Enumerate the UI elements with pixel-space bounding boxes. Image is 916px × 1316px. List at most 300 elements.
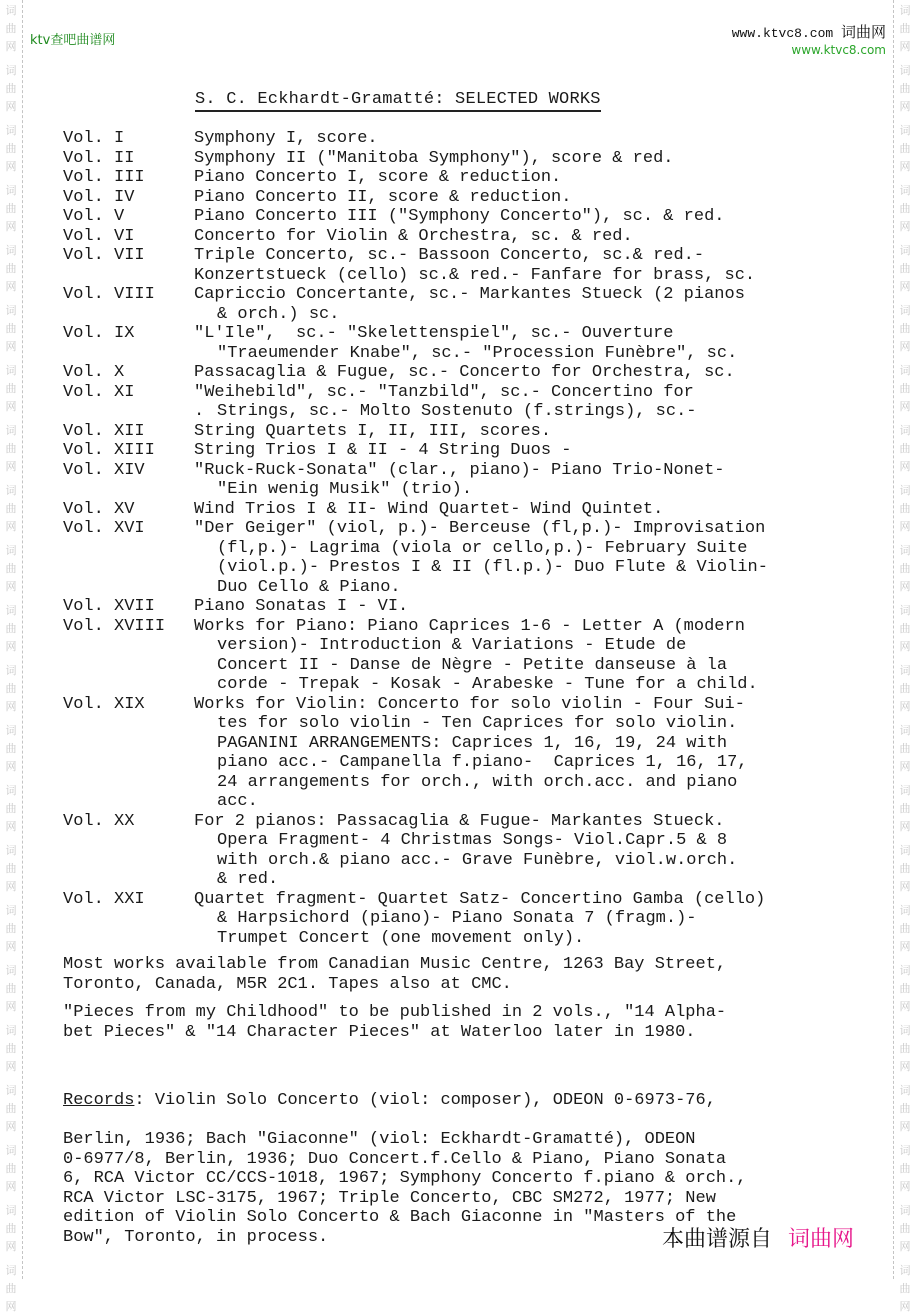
side-watermark-group <box>6 962 17 1016</box>
side-watermark-char: 曲 <box>899 202 911 215</box>
volume-entry <box>63 285 863 324</box>
description-line: Opera Fragment- 4 Christmas Songs- Viol.Capr.5 & 8 <box>217 831 728 850</box>
description-line: Piano Sonatas I - VI. <box>194 597 409 616</box>
side-watermark-char: 曲 <box>5 262 17 275</box>
side-watermark-char: 曲 <box>5 502 17 515</box>
description-line: Symphony I, score. <box>194 129 378 148</box>
side-watermark-char: 曲 <box>5 442 17 455</box>
description-line: Piano Concerto II, score & reduction. <box>194 187 572 207</box>
page-title: S. C. Eckhardt-Gramatté: SELECTED WORKS <box>195 90 601 112</box>
description-line: String Trios I & II - 4 String Duos - <box>194 441 572 460</box>
childhood-paragraph <box>63 1003 726 1042</box>
side-watermark-char: 曲 <box>899 1162 911 1175</box>
side-watermark-group <box>900 242 911 296</box>
side-watermark-char: 曲 <box>899 1102 911 1115</box>
side-watermark-char: 曲 <box>899 802 911 815</box>
side-watermark-char: 网 <box>5 280 17 293</box>
records-line: 0-6977/8, Berlin, 1936; Duo Concert.f.Cello & Piano, Piano Sonata <box>63 1149 727 1169</box>
side-watermark-char: 网 <box>899 1240 911 1253</box>
side-watermark-char: 网 <box>899 940 911 953</box>
volume-entry <box>63 890 863 949</box>
side-watermark-group <box>900 602 911 656</box>
side-watermark-group <box>6 1142 17 1196</box>
side-watermark-group <box>6 782 17 836</box>
side-watermark-group <box>900 302 911 356</box>
side-watermark-group <box>900 782 911 836</box>
volume-number: Vol. XI <box>63 382 135 402</box>
side-watermark-group <box>900 842 911 896</box>
side-watermark-char: 网 <box>899 160 911 173</box>
side-watermark-char: 词 <box>899 64 911 77</box>
side-watermark-char: 网 <box>899 640 911 653</box>
side-watermark-char: 曲 <box>899 1042 911 1055</box>
side-watermark-char: 词 <box>5 1024 17 1037</box>
description-line: tes for solo violin - Ten Caprices for solo violin. <box>217 714 738 733</box>
side-watermark-char: 词 <box>5 1084 17 1097</box>
description-line: "Der Geiger" (viol, p.)- Berceuse (fl,p.)- Improvisation <box>194 519 766 538</box>
volume-entry <box>63 597 863 617</box>
side-watermark-char: 曲 <box>899 1222 911 1235</box>
side-watermark-char: 曲 <box>5 862 17 875</box>
description-line: acc. <box>217 792 258 811</box>
volume-number: Vol. XVI <box>63 519 145 538</box>
side-watermark-left <box>0 0 23 1313</box>
side-watermark-char: 网 <box>899 1000 911 1013</box>
side-watermark-char: 曲 <box>899 442 911 455</box>
volume-number: Vol. XXI <box>63 889 145 909</box>
side-watermark-char: 网 <box>899 100 911 113</box>
header-watermark-right <box>732 24 886 59</box>
side-watermark-char: 曲 <box>5 562 17 575</box>
side-watermark-char: 网 <box>899 400 911 413</box>
description-line: Concert II - Danse de Nègre - Petite danseuse à la <box>217 655 728 675</box>
volume-number: Vol. VII <box>63 246 145 265</box>
side-watermark-char: 词 <box>899 784 911 797</box>
description-line: Duo Cello & Piano. <box>217 577 401 597</box>
side-watermark-char: 词 <box>899 184 911 197</box>
side-watermark-group <box>900 362 911 416</box>
side-watermark-group <box>6 1202 17 1256</box>
side-watermark-char: 网 <box>899 880 911 893</box>
side-watermark-char: 词 <box>899 904 911 917</box>
side-watermark-char: 网 <box>899 700 911 713</box>
description-line: For 2 pianos: Passacaglia & Fugue- Markantes Stueck. <box>194 811 725 831</box>
side-watermark-char: 网 <box>5 580 17 593</box>
header-watermark-left: ktv查吧曲谱网 <box>30 33 116 48</box>
side-watermark-char: 网 <box>899 220 911 233</box>
volume-entry <box>63 383 863 422</box>
description-line: Piano Concerto I, score & reduction. <box>194 168 562 187</box>
side-watermark-char: 网 <box>5 1120 17 1133</box>
volume-description <box>194 149 863 169</box>
side-watermark-char: 曲 <box>5 202 17 215</box>
description-line: Passacaglia & Fugue, sc.- Concerto for Orchestra, sc. <box>194 363 735 382</box>
side-watermark-group <box>900 962 911 1016</box>
description-line: Capriccio Concertante, sc.- Markantes Stueck (2 pianos <box>194 285 745 304</box>
side-watermark-char: 网 <box>899 580 911 593</box>
side-watermark-char: 网 <box>5 1000 17 1013</box>
volume-description <box>194 246 863 285</box>
description-line: "Traeumender Knabe", sc.- "Procession Funèbre", sc. <box>217 343 738 363</box>
side-watermark-char: 词 <box>5 964 17 977</box>
volume-number: Vol. XX <box>63 811 135 831</box>
side-watermark-char: 网 <box>899 340 911 353</box>
description-line: String Quartets I, II, III, scores. <box>194 421 552 441</box>
side-watermark-char: 曲 <box>899 562 911 575</box>
side-watermark-group <box>6 302 17 356</box>
side-watermark-group <box>6 902 17 956</box>
volume-description <box>194 695 863 812</box>
description-line: Piano Concerto III ("Symphony Concerto"), sc. & red. <box>194 207 725 226</box>
side-watermark-group <box>900 1082 911 1136</box>
side-watermark-char: 网 <box>5 220 17 233</box>
side-watermark-char: 词 <box>899 1084 911 1097</box>
side-watermark-group <box>900 722 911 776</box>
description-text: Strings, sc.- Molto Sostenuto (f.strings), sc.- <box>217 402 697 421</box>
side-watermark-char: 词 <box>5 304 17 317</box>
side-watermark-char: 网 <box>5 640 17 653</box>
side-watermark-char: 词 <box>5 64 17 77</box>
childhood-line: "Pieces from my Childhood" to be published in 2 vols., "14 Alpha- <box>63 1003 727 1022</box>
description-line: Concerto for Violin & Orchestra, sc. & red. <box>194 226 633 246</box>
side-watermark-group <box>6 62 17 116</box>
volume-entry <box>63 129 863 149</box>
volume-number: Vol. XVII <box>63 597 155 616</box>
volume-description <box>194 812 863 890</box>
volume-entry <box>63 168 863 188</box>
side-watermark-char: 词 <box>5 1204 17 1217</box>
side-watermark-group <box>6 662 17 716</box>
side-watermark-char: 词 <box>5 1264 17 1277</box>
side-watermark-group <box>6 182 17 236</box>
side-watermark-char: 词 <box>5 484 17 497</box>
side-watermark-char: 曲 <box>5 82 17 95</box>
description-line: corde - Trepak - Kosak - Arabeske - Tune for a child. <box>217 675 758 694</box>
description-line: "Weihebild", sc.- "Tanzbild", sc.- Concertino for <box>194 382 694 402</box>
side-watermark-char: 网 <box>5 520 17 533</box>
volume-entry <box>63 422 863 442</box>
volume-description <box>194 168 863 188</box>
description-line: 24 arrangements for orch., with orch.acc. and piano <box>217 772 738 792</box>
side-watermark-char: 网 <box>5 100 17 113</box>
description-line: Konzertstueck (cello) sc.& red.- Fanfare for brass, sc. <box>194 265 756 285</box>
availability-paragraph <box>63 955 726 994</box>
header-url-overlay: www.ktvc8.com <box>791 43 886 57</box>
volume-entry <box>63 188 863 208</box>
records-paragraph <box>63 1052 747 1247</box>
side-watermark-char: 词 <box>899 1204 911 1217</box>
description-line: (viol.p.)- Prestos I & II (fl.p.)- Duo Flute & Violin- <box>217 558 768 577</box>
side-watermark-char: 词 <box>899 1024 911 1037</box>
side-watermark-char: 网 <box>899 1060 911 1073</box>
side-watermark-char: 网 <box>899 1120 911 1133</box>
side-watermark-char: 曲 <box>5 382 17 395</box>
side-watermark-char: 网 <box>899 40 911 53</box>
description-line: Symphony II ("Manitoba Symphony"), score & red. <box>194 148 674 168</box>
side-watermark-char: 网 <box>899 1180 911 1193</box>
side-watermark-char: 网 <box>899 520 911 533</box>
records-line: : Violin Solo Concerto (viol: composer), ODEON 0-6973-76, <box>134 1091 716 1110</box>
records-line: edition of Violin Solo Concerto & Bach Giaconne in "Masters of the <box>63 1208 737 1227</box>
side-watermark-char: 曲 <box>899 622 911 635</box>
description-line: Triple Concerto, sc.- Bassoon Concerto, sc.& red.- <box>194 246 705 265</box>
side-watermark-group <box>6 482 17 536</box>
volume-number: Vol. X <box>63 363 125 382</box>
side-watermark-char: 词 <box>899 364 911 377</box>
side-watermark-char: 曲 <box>899 982 911 995</box>
volume-number: Vol. XVIII <box>63 616 166 636</box>
side-watermark-char: 词 <box>899 244 911 257</box>
side-watermark-char: 曲 <box>899 862 911 875</box>
description-line: Works for Violin: Concerto for solo violin - Four Sui- <box>194 694 745 714</box>
description-line: & orch.) sc. <box>217 304 340 324</box>
volume-description <box>194 324 863 363</box>
description-line <box>194 402 863 422</box>
volume-number: Vol. I <box>63 129 125 148</box>
volume-number: Vol. VI <box>63 226 135 246</box>
side-watermark-char: 网 <box>5 940 17 953</box>
records-line: Bow", Toronto, in process. <box>63 1227 329 1247</box>
side-watermark-group <box>6 842 17 896</box>
volume-description <box>194 617 863 695</box>
side-watermark-char: 词 <box>5 4 17 17</box>
side-watermark-char: 网 <box>5 40 17 53</box>
volume-number: Vol. IX <box>63 324 135 343</box>
volume-number: Vol. XV <box>63 499 135 519</box>
side-watermark-char: 曲 <box>899 922 911 935</box>
volume-number: Vol. XII <box>63 421 145 441</box>
volume-description <box>194 500 863 520</box>
side-watermark-char: 曲 <box>5 922 17 935</box>
header-site-name: 词曲网 <box>840 23 886 41</box>
volume-entry <box>63 324 863 363</box>
description-line: & Harpsichord (piano)- Piano Sonata 7 (fragm.)- <box>217 909 697 928</box>
side-watermark-char: 网 <box>899 280 911 293</box>
side-watermark-group <box>6 722 17 776</box>
records-label: Records <box>63 1091 135 1110</box>
side-watermark-char: 词 <box>899 844 911 857</box>
side-watermark-char: 曲 <box>899 1282 911 1295</box>
side-watermark-char: 曲 <box>899 142 911 155</box>
availability-line: Most works available from Canadian Music Centre, 1263 Bay Street, <box>63 955 727 974</box>
side-watermark-char: 曲 <box>899 382 911 395</box>
volume-entry <box>63 207 863 227</box>
side-watermark-char: 网 <box>5 700 17 713</box>
side-watermark-char: 曲 <box>899 22 911 35</box>
side-watermark-char: 词 <box>899 304 911 317</box>
side-watermark-char: 词 <box>899 544 911 557</box>
side-watermark-group <box>6 2 17 56</box>
volume-entry <box>63 227 863 247</box>
volume-entry <box>63 461 863 500</box>
side-watermark-char: 曲 <box>899 262 911 275</box>
side-watermark-char: 网 <box>5 1300 17 1313</box>
side-watermark-group <box>6 602 17 656</box>
side-watermark-char: 曲 <box>5 622 17 635</box>
volume-number: Vol. XIV <box>63 460 145 480</box>
side-watermark-char: 词 <box>5 364 17 377</box>
side-watermark-char: 曲 <box>899 82 911 95</box>
childhood-line: bet Pieces" & "14 Character Pieces" at Waterloo later in 1980. <box>63 1022 696 1042</box>
side-watermark-char: 网 <box>899 1300 911 1313</box>
side-watermark-char: 词 <box>5 604 17 617</box>
side-watermark-char: 曲 <box>5 742 17 755</box>
side-watermark-char: 网 <box>5 400 17 413</box>
side-watermark-char: 网 <box>5 340 17 353</box>
side-watermark-char: 词 <box>899 4 911 17</box>
side-watermark-char: 词 <box>5 424 17 437</box>
description-line: piano acc.- Campanella f.piano- Caprices 1, 16, 17, <box>217 753 748 772</box>
side-watermark-char: 词 <box>5 184 17 197</box>
side-watermark-group <box>6 362 17 416</box>
side-watermark-char: 词 <box>5 724 17 737</box>
availability-line: Toronto, Canada, M5R 2C1. Tapes also at CMC. <box>63 974 512 994</box>
description-line: "Ein wenig Musik" (trio). <box>217 480 473 499</box>
side-watermark-group <box>6 422 17 476</box>
stray-mark: . <box>194 402 205 421</box>
side-watermark-group <box>900 902 911 956</box>
side-watermark-char: 词 <box>5 784 17 797</box>
volume-description <box>194 285 863 324</box>
side-watermark-group <box>6 1082 17 1136</box>
volume-number: Vol. VIII <box>63 285 155 304</box>
side-watermark-group <box>6 1262 17 1316</box>
side-watermark-group <box>900 2 911 56</box>
side-watermark-char: 曲 <box>5 322 17 335</box>
volume-description <box>194 441 863 461</box>
side-watermark-char: 词 <box>5 544 17 557</box>
volume-description <box>194 188 863 208</box>
side-watermark-group <box>900 662 911 716</box>
side-watermark-char: 网 <box>5 880 17 893</box>
volume-entry <box>63 246 863 285</box>
description-line: with orch.& piano acc.- Grave Funèbre, viol.w.orch. <box>217 850 738 870</box>
volume-description <box>194 383 863 422</box>
side-watermark-char: 网 <box>5 1180 17 1193</box>
side-watermark-char: 网 <box>899 760 911 773</box>
volume-description <box>194 129 863 149</box>
side-watermark-char: 曲 <box>5 22 17 35</box>
side-watermark-char: 网 <box>5 1060 17 1073</box>
description-line: Trumpet Concert (one movement only). <box>217 928 585 948</box>
side-watermark-group <box>900 1022 911 1076</box>
side-watermark-group <box>6 122 17 176</box>
description-line: version)- Introduction & Variations - Etude de <box>217 636 687 655</box>
volume-description <box>194 461 863 500</box>
footer-brand: 词曲网 <box>788 1227 855 1252</box>
volume-entry <box>63 695 863 812</box>
side-watermark-char: 词 <box>899 124 911 137</box>
side-watermark-char: 网 <box>899 820 911 833</box>
side-watermark-char: 词 <box>899 1144 911 1157</box>
volume-description <box>194 519 863 597</box>
description-line: Quartet fragment- Quartet Satz- Concertino Gamba (cello) <box>194 889 766 909</box>
header-url: www.ktvc8.com <box>731 26 834 41</box>
side-watermark-char: 曲 <box>5 142 17 155</box>
side-watermark-char: 词 <box>5 844 17 857</box>
side-watermark-char: 曲 <box>899 322 911 335</box>
volume-entry <box>63 441 863 461</box>
side-watermark-group <box>900 1202 911 1256</box>
volume-entry <box>63 812 863 890</box>
volume-entry <box>63 617 863 695</box>
side-watermark-char: 网 <box>5 460 17 473</box>
side-watermark-char: 曲 <box>899 742 911 755</box>
side-watermark-char: 网 <box>5 1240 17 1253</box>
side-watermark-char: 词 <box>899 1264 911 1277</box>
side-watermark-char: 曲 <box>5 802 17 815</box>
side-watermark-char: 网 <box>5 820 17 833</box>
volume-description <box>194 597 863 617</box>
volume-entry <box>63 500 863 520</box>
volume-description <box>194 207 863 227</box>
side-watermark-group <box>900 62 911 116</box>
footer-watermark <box>662 1222 854 1253</box>
side-watermark-group <box>900 182 911 236</box>
side-watermark-char: 词 <box>899 484 911 497</box>
side-watermark-group <box>900 422 911 476</box>
side-watermark-char: 词 <box>899 604 911 617</box>
volume-number: Vol. XIX <box>63 694 145 714</box>
side-watermark-char: 词 <box>5 1144 17 1157</box>
side-watermark-char: 网 <box>5 760 17 773</box>
volume-number: Vol. XIII <box>63 441 155 460</box>
side-watermark-char: 曲 <box>899 502 911 515</box>
volume-description <box>194 422 863 442</box>
volume-entry <box>63 363 863 383</box>
side-watermark-char: 曲 <box>5 1282 17 1295</box>
records-line: Berlin, 1936; Bach "Giaconne" (viol: Eckhardt-Gramatté), ODEON <box>63 1130 696 1149</box>
volume-number: Vol. III <box>63 168 145 187</box>
records-line: RCA Victor LSC-3175, 1967; Triple Concerto, CBC SM272, 1977; New <box>63 1188 716 1208</box>
side-watermark-char: 词 <box>5 664 17 677</box>
volume-entry <box>63 149 863 169</box>
description-line: Wind Trios I & II- Wind Quartet- Wind Quintet. <box>194 499 664 519</box>
side-watermark-char: 曲 <box>5 1222 17 1235</box>
side-watermark-right <box>893 0 916 1313</box>
side-watermark-char: 网 <box>899 460 911 473</box>
side-watermark-char: 词 <box>899 664 911 677</box>
volume-number: Vol. II <box>63 148 135 168</box>
side-watermark-group <box>6 542 17 596</box>
side-watermark-char: 曲 <box>899 682 911 695</box>
description-line: PAGANINI ARRANGEMENTS: Caprices 1, 16, 19, 24 with <box>217 733 728 753</box>
side-watermark-group <box>900 122 911 176</box>
records-line: 6, RCA Victor CC/CCS-1018, 1967; Symphony Concerto f.piano & orch., <box>63 1169 747 1188</box>
description-line: Works for Piano: Piano Caprices 1-6 - Letter A (modern <box>194 616 745 636</box>
side-watermark-group <box>6 242 17 296</box>
side-watermark-group <box>6 1022 17 1076</box>
side-watermark-char: 词 <box>5 904 17 917</box>
volume-description <box>194 363 863 383</box>
side-watermark-char: 曲 <box>5 682 17 695</box>
side-watermark-group <box>900 1142 911 1196</box>
side-watermark-group <box>900 1262 911 1316</box>
volume-number: Vol. IV <box>63 187 135 207</box>
side-watermark-group <box>900 542 911 596</box>
side-watermark-char: 曲 <box>5 982 17 995</box>
side-watermark-char: 词 <box>899 964 911 977</box>
volume-list <box>63 129 863 948</box>
side-watermark-char: 词 <box>899 724 911 737</box>
side-watermark-char: 网 <box>5 160 17 173</box>
side-watermark-char: 词 <box>899 424 911 437</box>
side-watermark-char: 词 <box>5 244 17 257</box>
volume-number: Vol. V <box>63 207 125 226</box>
description-line: & red. <box>217 870 279 889</box>
footer-source: 本曲谱源自 <box>662 1227 773 1252</box>
volume-entry <box>63 519 863 597</box>
